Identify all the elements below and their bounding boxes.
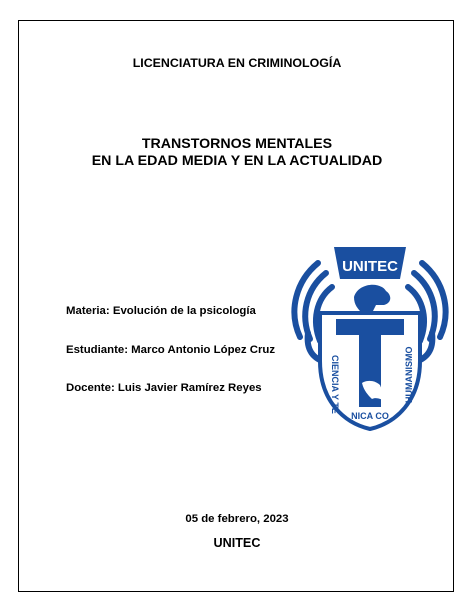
title-line-1: TRANSTORNOS MENTALES [141, 136, 333, 152]
logo-wordmark: UNITEC [342, 258, 398, 275]
subject-line: Materia: Evolución de la psicología [66, 305, 256, 317]
institution-name: UNITEC [213, 536, 261, 550]
logo-motto-right: HUMANISMO [404, 346, 414, 403]
logo-motto-bottom: NICA CO [351, 411, 389, 421]
document-title [0, 136, 474, 170]
student-line: Estudiante: Marco Antonio López Cruz [66, 344, 276, 356]
document-date: 05 de febrero, 2023 [185, 513, 289, 525]
teacher-line: Docente: Luis Javier Ramírez Reyes [66, 382, 262, 394]
unitec-shield-logo-icon [288, 233, 452, 433]
logo-motto-left: CIENCIA Y TE [330, 355, 340, 414]
career-heading: LICENCIATURA EN CRIMINOLOGÍA [132, 56, 342, 70]
title-line-2: EN LA EDAD MEDIA Y EN LA ACTUALIDAD [91, 153, 383, 169]
